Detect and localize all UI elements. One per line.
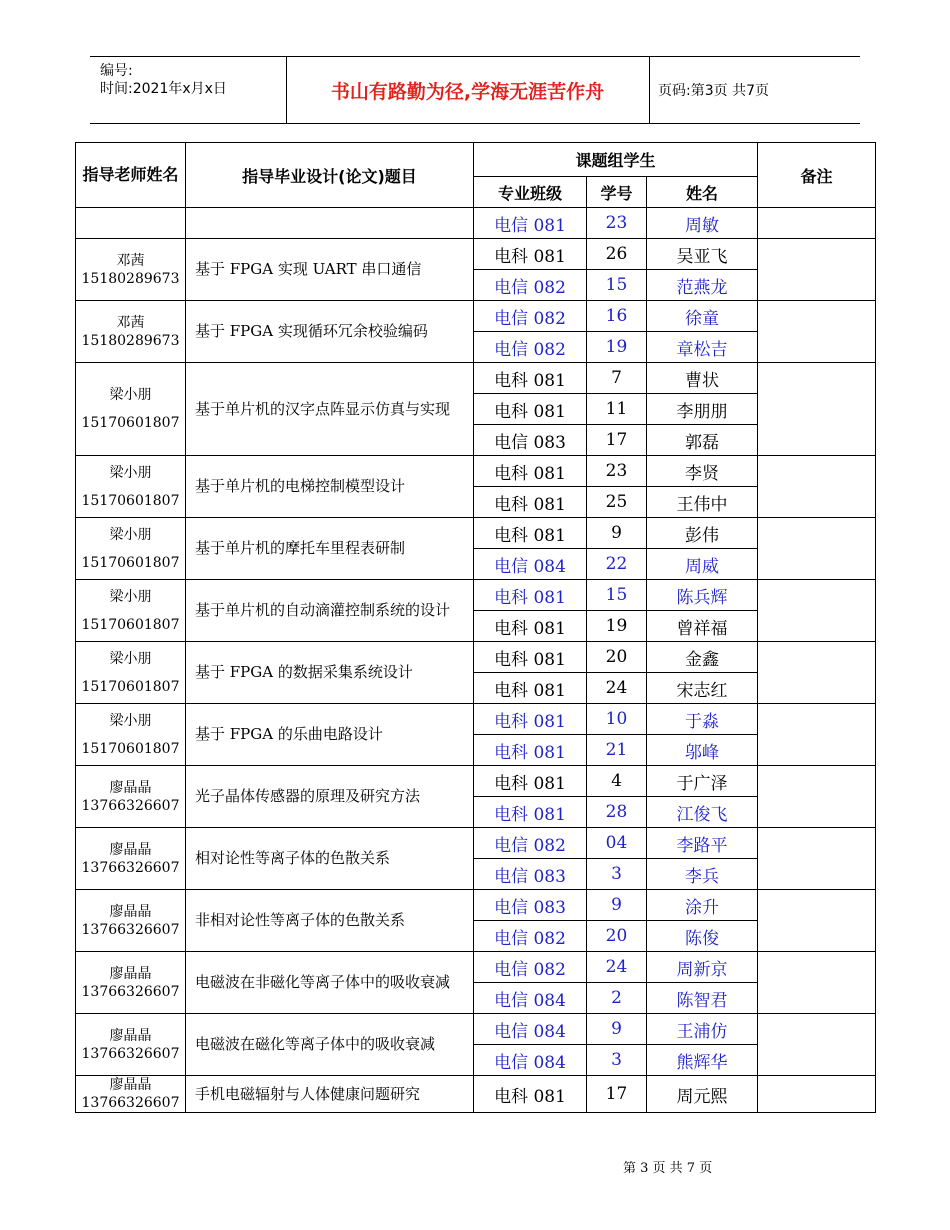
table-row	[76, 239, 876, 270]
topic-cell: 相对论性等离子体的色散关系	[186, 828, 474, 890]
remark-cell	[758, 363, 876, 456]
class-cell: 电科 081	[474, 580, 587, 611]
teacher-cell	[76, 239, 186, 301]
topic-cell: 基于 FPGA 实现 UART 串口通信	[186, 239, 474, 301]
teacher-cell	[76, 301, 186, 363]
teacher-cell	[76, 363, 186, 456]
student-id-cell: 19	[587, 611, 647, 642]
student-id-cell: 28	[587, 797, 647, 828]
teacher-phone: 15180289673	[81, 332, 180, 349]
teacher-name: 廖晶晶	[109, 903, 152, 920]
remark-cell	[758, 301, 876, 363]
table-row	[76, 456, 876, 487]
class-cell: 电信 084	[474, 983, 587, 1014]
assignment-table	[75, 142, 876, 1113]
student-id-cell: 9	[587, 518, 647, 549]
header-class: 专业班级	[474, 177, 587, 208]
remark-cell	[758, 828, 876, 890]
student-name-cell: 曾祥福	[647, 611, 758, 642]
teacher-phone: 15170601807	[81, 678, 180, 695]
class-cell: 电科 081	[474, 1076, 587, 1113]
student-name-cell: 涂升	[647, 890, 758, 921]
teacher-cell	[76, 208, 186, 239]
student-id-cell: 19	[587, 332, 647, 363]
student-id-cell: 20	[587, 921, 647, 952]
student-name-cell: 于广泽	[647, 766, 758, 797]
header-teacher: 指导老师姓名	[76, 143, 186, 208]
remark-cell	[758, 1014, 876, 1076]
remark-cell	[758, 580, 876, 642]
student-name-cell: 章松吉	[647, 332, 758, 363]
student-name-cell: 周新京	[647, 952, 758, 983]
remark-cell	[758, 766, 876, 828]
footer-page-number: 第 3 页 共 7 页	[623, 1161, 713, 1176]
student-id-cell: 17	[587, 1076, 647, 1113]
topic-cell: 非相对论性等离子体的色散关系	[186, 890, 474, 952]
teacher-cell	[76, 890, 186, 952]
header-student-id: 学号	[587, 177, 647, 208]
table-row	[76, 704, 876, 735]
header-remark: 备注	[758, 143, 876, 208]
student-name-cell: 李朋朋	[647, 394, 758, 425]
table-body	[76, 208, 876, 1113]
student-id-cell: 11	[587, 394, 647, 425]
teacher-cell	[76, 704, 186, 766]
class-cell: 电科 081	[474, 487, 587, 518]
class-cell: 电信 084	[474, 1045, 587, 1076]
student-name-cell: 周元熙	[647, 1076, 758, 1113]
page-header	[90, 56, 860, 124]
time-label: 时间:2021年x月x日	[100, 81, 227, 97]
student-name-cell: 徐童	[647, 301, 758, 332]
student-id-cell: 2	[587, 983, 647, 1014]
student-name-cell: 于淼	[647, 704, 758, 735]
student-id-cell: 25	[587, 487, 647, 518]
student-name-cell: 江俊飞	[647, 797, 758, 828]
teacher-name: 梁小朋	[109, 464, 152, 481]
teacher-phone: 13766326607	[81, 797, 180, 814]
class-cell: 电信 084	[474, 549, 587, 580]
student-name-cell: 李贤	[647, 456, 758, 487]
student-id-cell: 17	[587, 425, 647, 456]
student-name-cell: 邬峰	[647, 735, 758, 766]
teacher-name: 梁小朋	[109, 387, 152, 403]
topic-cell: 手机电磁辐射与人体健康问题研究	[186, 1076, 474, 1113]
teacher-phone: 15170601807	[81, 616, 180, 633]
student-name-cell: 王浦仿	[647, 1014, 758, 1045]
class-cell: 电科 081	[474, 704, 587, 735]
table-row	[76, 642, 876, 673]
table-row	[76, 828, 876, 859]
remark-cell	[758, 642, 876, 704]
teacher-phone: 13766326607	[81, 983, 180, 1000]
class-cell: 电科 081	[474, 363, 587, 394]
teacher-cell	[76, 766, 186, 828]
class-cell: 电科 081	[474, 642, 587, 673]
table-row	[76, 301, 876, 332]
class-cell: 电科 081	[474, 611, 587, 642]
class-cell: 电科 081	[474, 766, 587, 797]
student-name-cell: 曹状	[647, 363, 758, 394]
teacher-cell	[76, 1076, 186, 1113]
student-id-cell: 23	[587, 208, 647, 239]
remark-cell	[758, 456, 876, 518]
student-name-cell: 金鑫	[647, 642, 758, 673]
header-topic: 指导毕业设计(论文)题目	[186, 143, 474, 208]
teacher-name: 梁小朋	[109, 526, 152, 543]
topic-cell: 基于单片机的汉字点阵显示仿真与实现	[186, 363, 474, 456]
topic-cell: 基于 FPGA 实现循环冗余校验编码	[186, 301, 474, 363]
student-id-cell: 24	[587, 673, 647, 704]
class-cell: 电信 084	[474, 1014, 587, 1045]
header-divider	[649, 57, 650, 123]
table-row	[76, 952, 876, 983]
table-row	[76, 766, 876, 797]
student-id-cell: 20	[587, 642, 647, 673]
remark-cell	[758, 952, 876, 1014]
teacher-phone: 15170601807	[81, 415, 180, 431]
student-id-cell: 22	[587, 549, 647, 580]
student-name-cell: 宋志红	[647, 673, 758, 704]
motto: 书山有路勤为径,学海无涯苦作舟	[330, 81, 605, 103]
student-id-cell: 15	[587, 580, 647, 611]
teacher-cell	[76, 828, 186, 890]
teacher-name: 梁小朋	[109, 650, 152, 667]
class-cell: 电科 081	[474, 797, 587, 828]
header-name: 姓名	[647, 177, 758, 208]
student-id-cell: 15	[587, 270, 647, 301]
student-id-cell: 9	[587, 890, 647, 921]
page-info: 页码:第3页 共7页	[658, 83, 769, 99]
remark-cell	[758, 518, 876, 580]
topic-cell: 光子晶体传感器的原理及研究方法	[186, 766, 474, 828]
class-cell: 电科 081	[474, 239, 587, 270]
student-name-cell: 彭伟	[647, 518, 758, 549]
teacher-name: 廖晶晶	[109, 779, 152, 796]
student-name-cell: 范燕龙	[647, 270, 758, 301]
number-label: 编号:	[100, 63, 133, 79]
remark-cell	[758, 208, 876, 239]
class-cell: 电科 081	[474, 394, 587, 425]
student-name-cell: 郭磊	[647, 425, 758, 456]
teacher-name: 廖晶晶	[109, 1027, 152, 1044]
teacher-phone: 13766326607	[81, 921, 180, 938]
student-id-cell: 24	[587, 952, 647, 983]
class-cell: 电科 081	[474, 735, 587, 766]
table-row	[76, 580, 876, 611]
table-row	[76, 1076, 876, 1113]
class-cell: 电信 083	[474, 859, 587, 890]
teacher-name: 梁小朋	[109, 588, 152, 605]
class-cell: 电科 081	[474, 518, 587, 549]
student-name-cell: 陈兵辉	[647, 580, 758, 611]
class-cell: 电信 082	[474, 828, 587, 859]
teacher-cell	[76, 580, 186, 642]
teacher-name: 廖晶晶	[109, 965, 152, 982]
teacher-phone: 13766326607	[81, 859, 180, 876]
class-cell: 电信 082	[474, 952, 587, 983]
student-id-cell: 23	[587, 456, 647, 487]
teacher-phone: 15180289673	[81, 270, 180, 287]
student-id-cell: 26	[587, 239, 647, 270]
student-name-cell: 周威	[647, 549, 758, 580]
topic-cell: 电磁波在磁化等离子体中的吸收衰减	[186, 1014, 474, 1076]
student-id-cell: 3	[587, 1045, 647, 1076]
header-student-group: 课题组学生	[474, 143, 758, 177]
student-id-cell: 21	[587, 735, 647, 766]
teacher-name: 廖晶晶	[109, 841, 152, 858]
student-id-cell: 9	[587, 1014, 647, 1045]
remark-cell	[758, 1076, 876, 1113]
topic-cell: 基于单片机的电梯控制模型设计	[186, 456, 474, 518]
student-id-cell: 7	[587, 363, 647, 394]
student-name-cell: 李路平	[647, 828, 758, 859]
table-row	[76, 1014, 876, 1045]
student-id-cell: 04	[587, 828, 647, 859]
student-id-cell: 16	[587, 301, 647, 332]
class-cell: 电信 083	[474, 890, 587, 921]
table-row	[76, 890, 876, 921]
teacher-cell	[76, 518, 186, 580]
topic-cell: 基于 FPGA 的数据采集系统设计	[186, 642, 474, 704]
remark-cell	[758, 890, 876, 952]
student-name-cell: 陈俊	[647, 921, 758, 952]
teacher-cell	[76, 642, 186, 704]
topic-cell: 基于 FPGA 的乐曲电路设计	[186, 704, 474, 766]
student-name-cell: 熊辉华	[647, 1045, 758, 1076]
student-name-cell: 吴亚飞	[647, 239, 758, 270]
teacher-phone: 15170601807	[81, 554, 180, 571]
class-cell: 电信 082	[474, 270, 587, 301]
table-row	[76, 208, 876, 239]
student-id-cell: 3	[587, 859, 647, 890]
remark-cell	[758, 704, 876, 766]
class-cell: 电科 081	[474, 456, 587, 487]
class-cell: 电科 081	[474, 673, 587, 704]
topic-cell: 基于单片机的摩托车里程表研制	[186, 518, 474, 580]
teacher-cell	[76, 1014, 186, 1076]
teacher-name: 邓茜	[116, 252, 145, 269]
teacher-cell	[76, 952, 186, 1014]
teacher-name: 梁小朋	[109, 712, 152, 729]
class-cell: 电信 082	[474, 301, 587, 332]
student-name-cell: 李兵	[647, 859, 758, 890]
class-cell: 电信 083	[474, 425, 587, 456]
teacher-phone: 13766326607	[81, 1045, 180, 1062]
student-name-cell: 陈智君	[647, 983, 758, 1014]
teacher-phone: 15170601807	[81, 492, 180, 509]
student-name-cell: 王伟中	[647, 487, 758, 518]
student-name-cell: 周敏	[647, 208, 758, 239]
remark-cell	[758, 239, 876, 301]
table-row	[76, 363, 876, 394]
table-row	[76, 518, 876, 549]
teacher-name: 邓茜	[116, 314, 145, 331]
student-id-cell: 4	[587, 766, 647, 797]
class-cell: 电信 081	[474, 208, 587, 239]
student-id-cell: 10	[587, 704, 647, 735]
teacher-name: 廖晶晶	[109, 1077, 152, 1093]
topic-cell: 基于单片机的自动滴灌控制系统的设计	[186, 580, 474, 642]
teacher-phone: 13766326607	[81, 1095, 180, 1111]
teacher-cell	[76, 456, 186, 518]
class-cell: 电信 082	[474, 332, 587, 363]
topic-cell	[186, 208, 474, 239]
teacher-phone: 15170601807	[81, 740, 180, 757]
class-cell: 电信 082	[474, 921, 587, 952]
topic-cell: 电磁波在非磁化等离子体中的吸收衰减	[186, 952, 474, 1014]
